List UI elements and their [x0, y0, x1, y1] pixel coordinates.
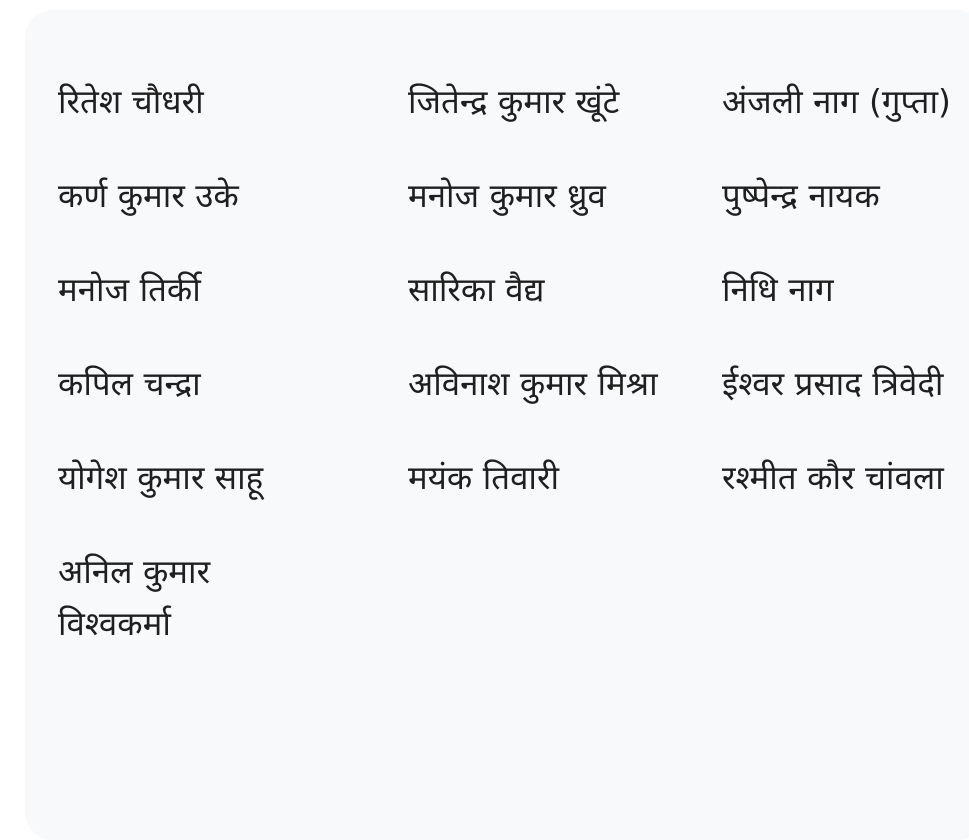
name-item: मयंक तिवारी [408, 458, 560, 497]
name-item: निधि नाग [722, 270, 834, 309]
name-item: रितेश चौधरी [58, 82, 204, 121]
name-item: अनिल कुमार विश्वकर्मा [58, 552, 211, 643]
name-item: अंजली नाग (गुप्ता) [722, 82, 951, 121]
names-grid [58, 76, 958, 692]
name-item: योगेश कुमार साहू [58, 458, 264, 497]
name-item: मनोज कुमार ध्रुव [408, 176, 606, 215]
name-item [722, 546, 958, 692]
name-item: जितेन्द्र कुमार खूंटे [408, 82, 620, 121]
name-item: पुष्पेन्द्र नायक [722, 176, 880, 215]
name-item: कपिल चन्द्रा [58, 364, 201, 403]
name-item: कर्ण कुमार उके [58, 176, 239, 215]
name-item: अविनाश कुमार मिश्रा [408, 364, 658, 403]
name-item: रश्मीत कौर चांवला [722, 458, 944, 497]
name-item: मनोज तिर्की [58, 270, 201, 309]
name-item: सारिका वैद्य [408, 270, 545, 309]
name-item: ईश्वर प्रसाद त्रिवेदी [722, 364, 944, 403]
name-item [408, 546, 658, 692]
